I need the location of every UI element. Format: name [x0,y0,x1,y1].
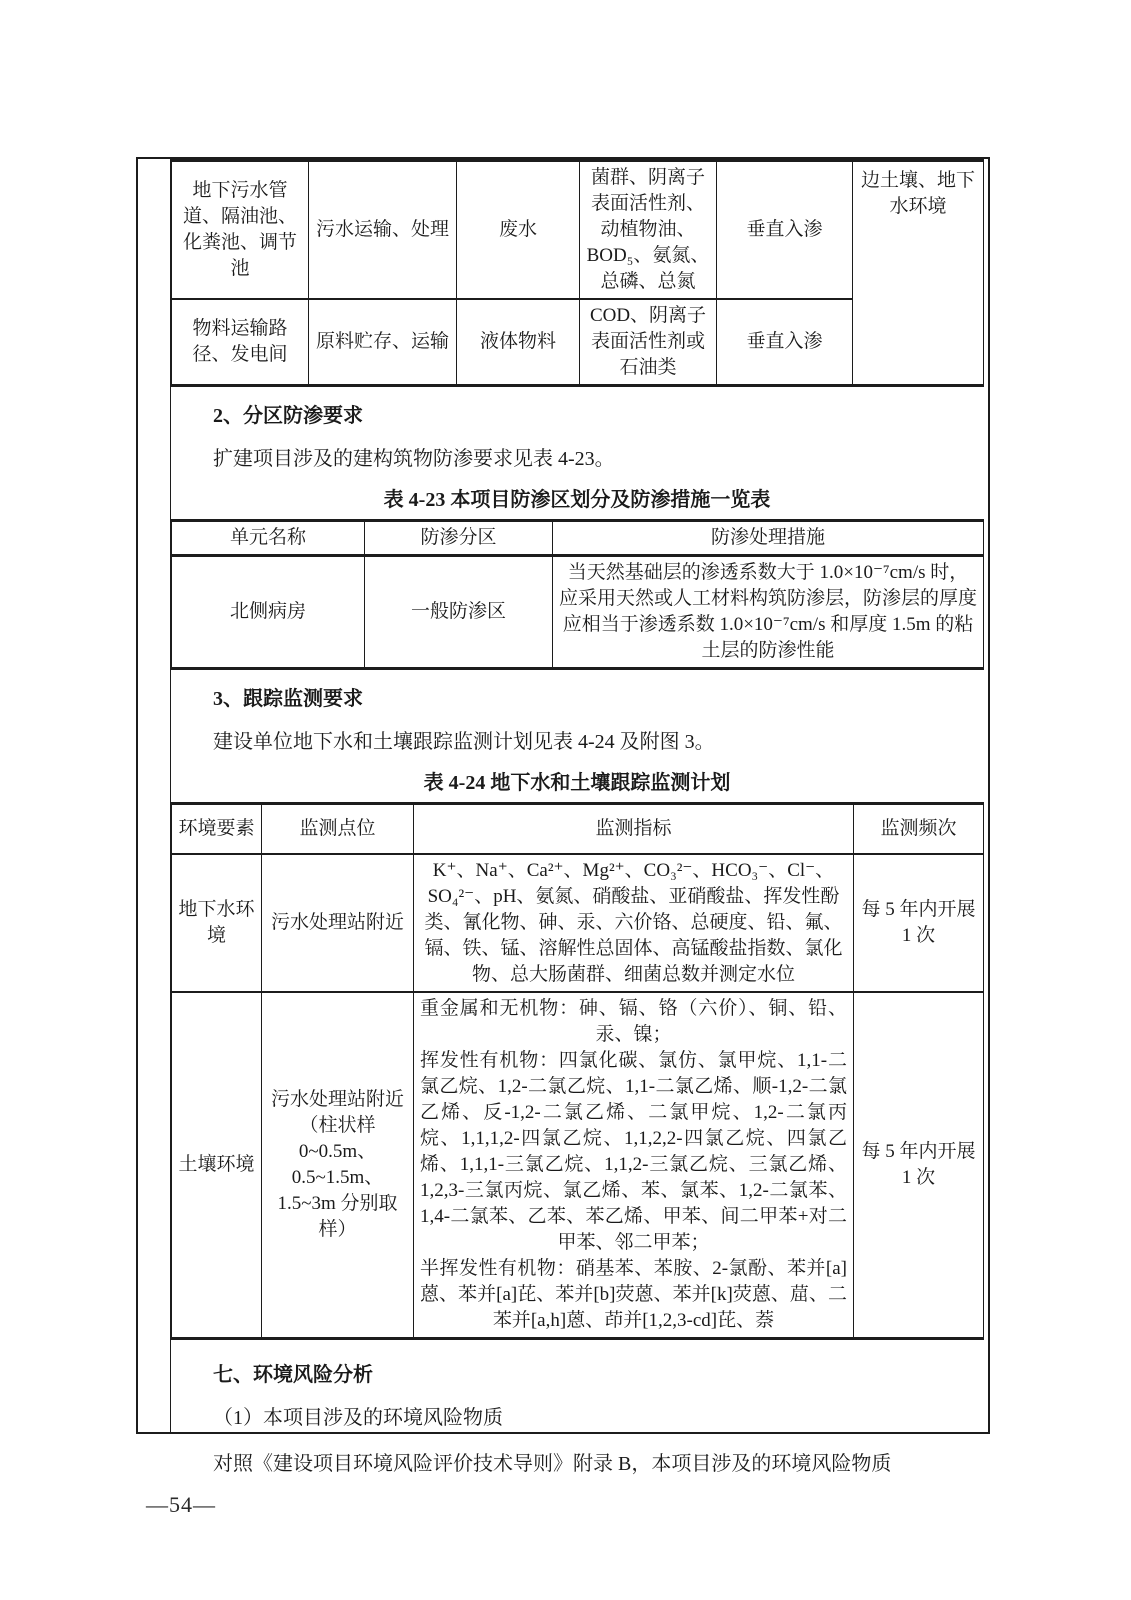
page-content [171,159,988,1475]
table-row [172,854,984,992]
cell-material: 液体物料 [457,299,580,386]
cell-unit: 地下污水管道、隔油池、化粪池、调节池 [172,161,309,300]
cell-unit-name: 北侧病房 [172,556,365,669]
cell-element-soil: 土壤环境 [172,992,262,1339]
cell-material: 废水 [457,161,580,300]
cell-seepage-measure: 当天然基础层的渗透系数大于 1.0×10⁻⁷cm/s 时，应采用天然或人工材料构筑防渗层，防渗层的厚度应相当于渗透系数 1.0×10⁻⁷cm/s 和厚度 1.5m 的粘土层的防渗性能 [553,556,984,669]
section-7-paragraph-2: 对照《建设项目环境风险评价技术导则》附录 B，本项目涉及的环境风险物质 [213,1452,892,1475]
section-3-paragraph: 建设单位地下水和土壤跟踪监测计划见表 4-24 及附图 3。 [213,731,715,754]
table-row [172,556,984,669]
cell-process: 原料贮存、运输 [309,299,457,386]
soil-svoc: 半挥发性有机物：硝基苯、苯胺、2-氯酚、苯并[a]蒽、苯并[a]芘、苯并[b]荧蒽、苯并[k]荧蒽、䓛、二苯并[a,h]蒽、茚并[1,2,3-cd]芘、萘 [420,1257,847,1331]
section-7-paragraph-1: （1）本项目涉及的环境风险物质 [213,1406,503,1429]
cell-process: 污水运输、处理 [309,161,457,300]
soil-voc: 挥发性有机物：四氯化碳、氯仿、氯甲烷、1,1-二氯乙烷、1,2-二氯乙烷、1,1-二氯乙烯、顺-1,2-二氯乙烯、反-1,2-二氯乙烯、二氯甲烷、1,2-二氯丙烷、1,1,1,2-四氯乙烷、1,1,2,2-四氯乙烷、四氯乙烯、1,1,1-三氯乙烷、1,1,2-三氯乙烷、三氯乙烯、1,2,3-三氯丙烷、氯乙烯、苯、氯苯、1,2-二氯苯、1,4-二氯苯、乙苯、苯乙烯、甲苯、间二甲苯+对二甲苯、邻二甲苯； [420,1049,847,1253]
cell-element-groundwater: 地下水环境 [172,854,262,992]
cell-pathway: 垂直入渗 [717,299,853,386]
section-2-paragraph: 扩建项目涉及的建构筑物防渗要求见表 4-23。 [213,448,615,471]
table-header-row [172,521,984,556]
section-2-heading: 2、分区防渗要求 [213,405,363,428]
seepage-zoning-table [171,519,984,670]
section-3-heading: 3、跟踪监测要求 [213,688,363,711]
table-row [172,992,984,1339]
cell-monitoring-point: 污水处理站附近 [262,854,414,992]
page-number: —54— [146,1492,216,1517]
cell-pollutants: 菌群、阴离子表面活性剂、动植物油、BOD₅、氨氮、总磷、总氮 [580,161,717,300]
cell-receptor: 边土壤、地下水环境 [853,161,984,386]
table-4-23-caption: 表 4-23 本项目防渗区划分及防渗措施一览表 [383,489,771,512]
cell-seepage-zone: 一般防渗区 [365,556,553,669]
cell-pathway: 垂直入渗 [717,161,853,300]
page-frame [136,157,990,1475]
header-seepage-zone: 防渗分区 [365,521,553,556]
cell-pollutants: COD、阴离子表面活性剂或石油类 [580,299,717,386]
header-monitoring-frequency: 监测频次 [854,804,984,854]
monitoring-plan-table [171,802,984,1340]
header-monitoring-point: 监测点位 [262,804,414,854]
table-4-24-caption: 表 4-24 地下水和土壤跟踪监测计划 [423,772,731,795]
cell-soil-indicators [414,992,854,1339]
table-header-row [172,804,984,854]
pollution-pathway-table [171,159,984,387]
soil-heavy-metals: 重金属和无机物：砷、镉、铬（六价）、铜、铅、汞、镍； [420,997,847,1045]
cell-frequency: 每 5 年内开展 1 次 [854,854,984,992]
header-unit-name: 单元名称 [172,521,365,556]
header-environment-element: 环境要素 [172,804,262,854]
cell-monitoring-point: 污水处理站附近（柱状样 0~0.5m、0.5~1.5m、1.5~3m 分别取样） [262,992,414,1339]
header-seepage-measure: 防渗处理措施 [553,521,984,556]
cell-frequency: 每 5 年内开展 1 次 [854,992,984,1339]
section-7-heading: 七、环境风险分析 [213,1363,373,1386]
header-monitoring-indicator: 监测指标 [414,804,854,854]
table-row [172,161,984,300]
cell-groundwater-indicators: K⁺、Na⁺、Ca²⁺、Mg²⁺、CO₃²⁻、HCO₃⁻、Cl⁻、SO₄²⁻、pH、氨氮、硝酸盐、亚硝酸盐、挥发性酚类、氰化物、砷、汞、六价铬、总硬度、铅、氟、镉、铁、锰、溶解性总固体、高锰酸盐指数、氯化物、总大肠菌群、细菌总数并测定水位 [414,854,854,992]
cell-unit: 物料运输路径、发电间 [172,299,309,386]
